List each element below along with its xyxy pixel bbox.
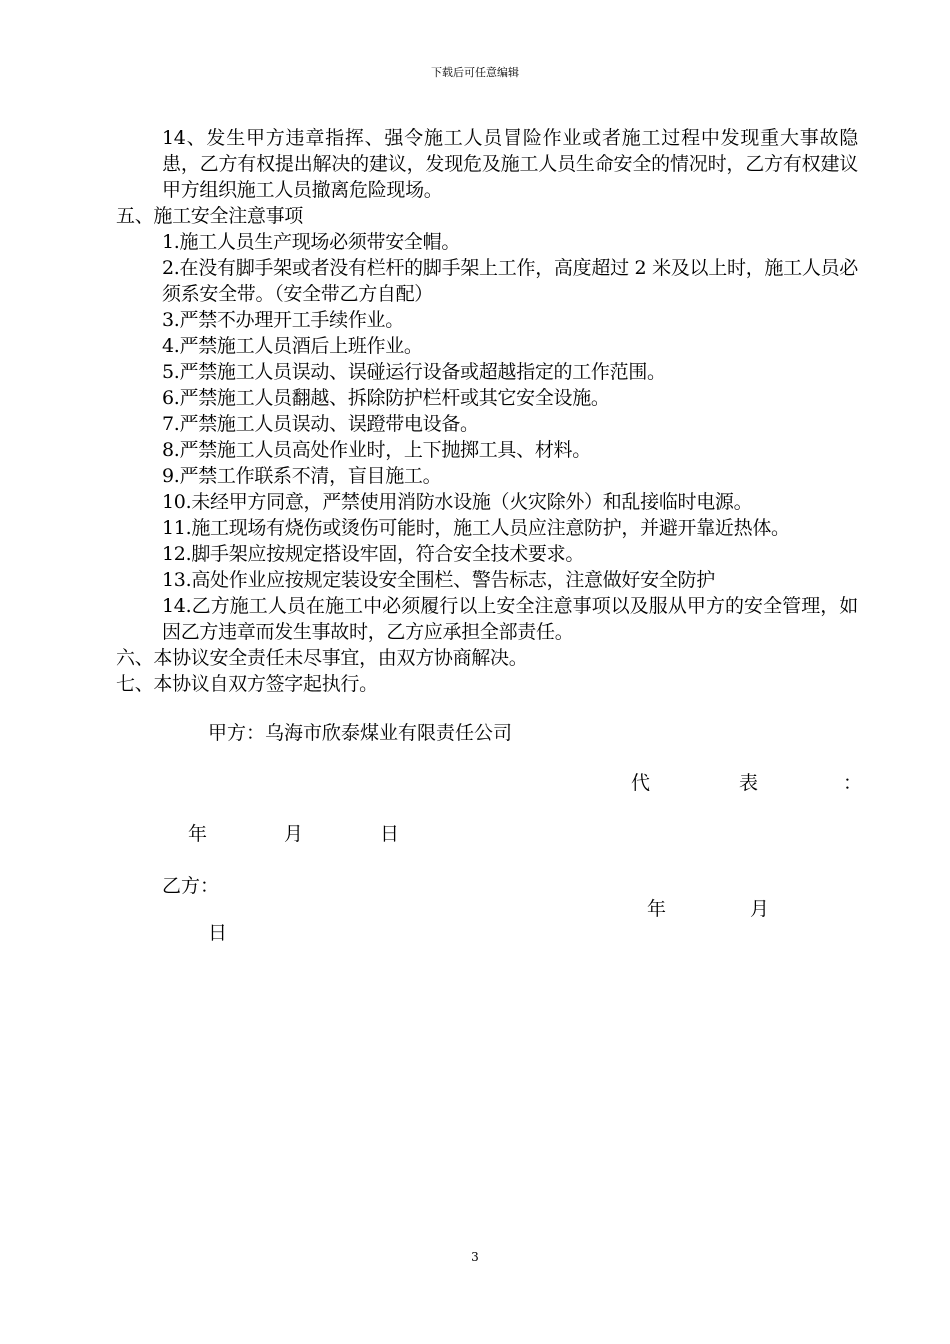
list-item: 9.严禁工作联系不清，盲目施工。 — [162, 465, 442, 487]
date-year-a: 年 — [188, 823, 208, 845]
representative-label-colon: ： — [843, 772, 863, 794]
representative-label-char-1: 代 — [631, 772, 651, 794]
date-month-a: 月 — [284, 823, 304, 845]
party-b-line: 乙方： — [162, 875, 220, 897]
list-item: 2.在没有脚手架或者没有栏杆的脚手架上工作，高度超过 2 米及以上时，施工人员必须系安全带。（安全带乙方自配） — [162, 257, 858, 305]
list-item: 5.严禁施工人员误动、误碰运行设备或超越指定的工作范围。 — [162, 361, 666, 383]
document-body — [116, 125, 858, 697]
representative-label-char-2: 表 — [739, 772, 759, 794]
list-item: 1.施工人员生产现场必须带安全帽。 — [162, 231, 461, 253]
page-header: 下载后可任意编辑 — [431, 66, 519, 79]
list-item: 10.未经甲方同意，严禁使用消防水设施（火灾除外）和乱接临时电源。 — [162, 491, 753, 513]
section-heading-5: 五、施工安全注意事项 — [116, 205, 304, 227]
paragraph-14: 14、发生甲方违章指挥、强令施工人员冒险作业或者施工过程中发现重大事故隐患，乙方有权提出解决的建议，发现危及施工人员生命安全的情况时，乙方有权建议甲方组织施工人员撤离危险现场。 — [162, 127, 858, 201]
list-item: 12.脚手架应按规定搭设牢固，符合安全技术要求。 — [162, 543, 585, 565]
page-number: 3 — [471, 1250, 479, 1264]
list-item: 4.严禁施工人员酒后上班作业。 — [162, 335, 423, 357]
list-item: 6.严禁施工人员翻越、拆除防护栏杆或其它安全设施。 — [162, 387, 610, 409]
list-item: 8.严禁施工人员高处作业时，上下抛掷工具、材料。 — [162, 439, 591, 461]
list-item: 14.乙方施工人员在施工中必须履行以上安全注意事项以及服从甲方的安全管理，如因乙方违章而发生事故时，乙方应承担全部责任。 — [162, 595, 858, 643]
date-day-b: 日 — [208, 922, 228, 944]
list-item: 3.严禁不办理开工手续作业。 — [162, 309, 404, 331]
list-item: 11.施工现场有烧伤或烫伤可能时，施工人员应注意防护，并避开靠近热体。 — [162, 517, 790, 539]
list-item: 13.高处作业应按规定装设安全围栏、警告标志，注意做好安全防护 — [162, 569, 715, 591]
party-a-line: 甲方：乌海市欣泰煤业有限责任公司 — [208, 722, 513, 744]
section-heading-7: 七、本协议自双方签字起执行。 — [116, 673, 378, 695]
list-item: 7.严禁施工人员误动、误蹬带电设备。 — [162, 413, 479, 435]
date-month-b: 月 — [750, 898, 770, 920]
date-year-b: 年 — [647, 898, 667, 920]
section-heading-6: 六、本协议安全责任未尽事宜，由双方协商解决。 — [116, 647, 528, 669]
date-day-a: 日 — [380, 823, 400, 845]
